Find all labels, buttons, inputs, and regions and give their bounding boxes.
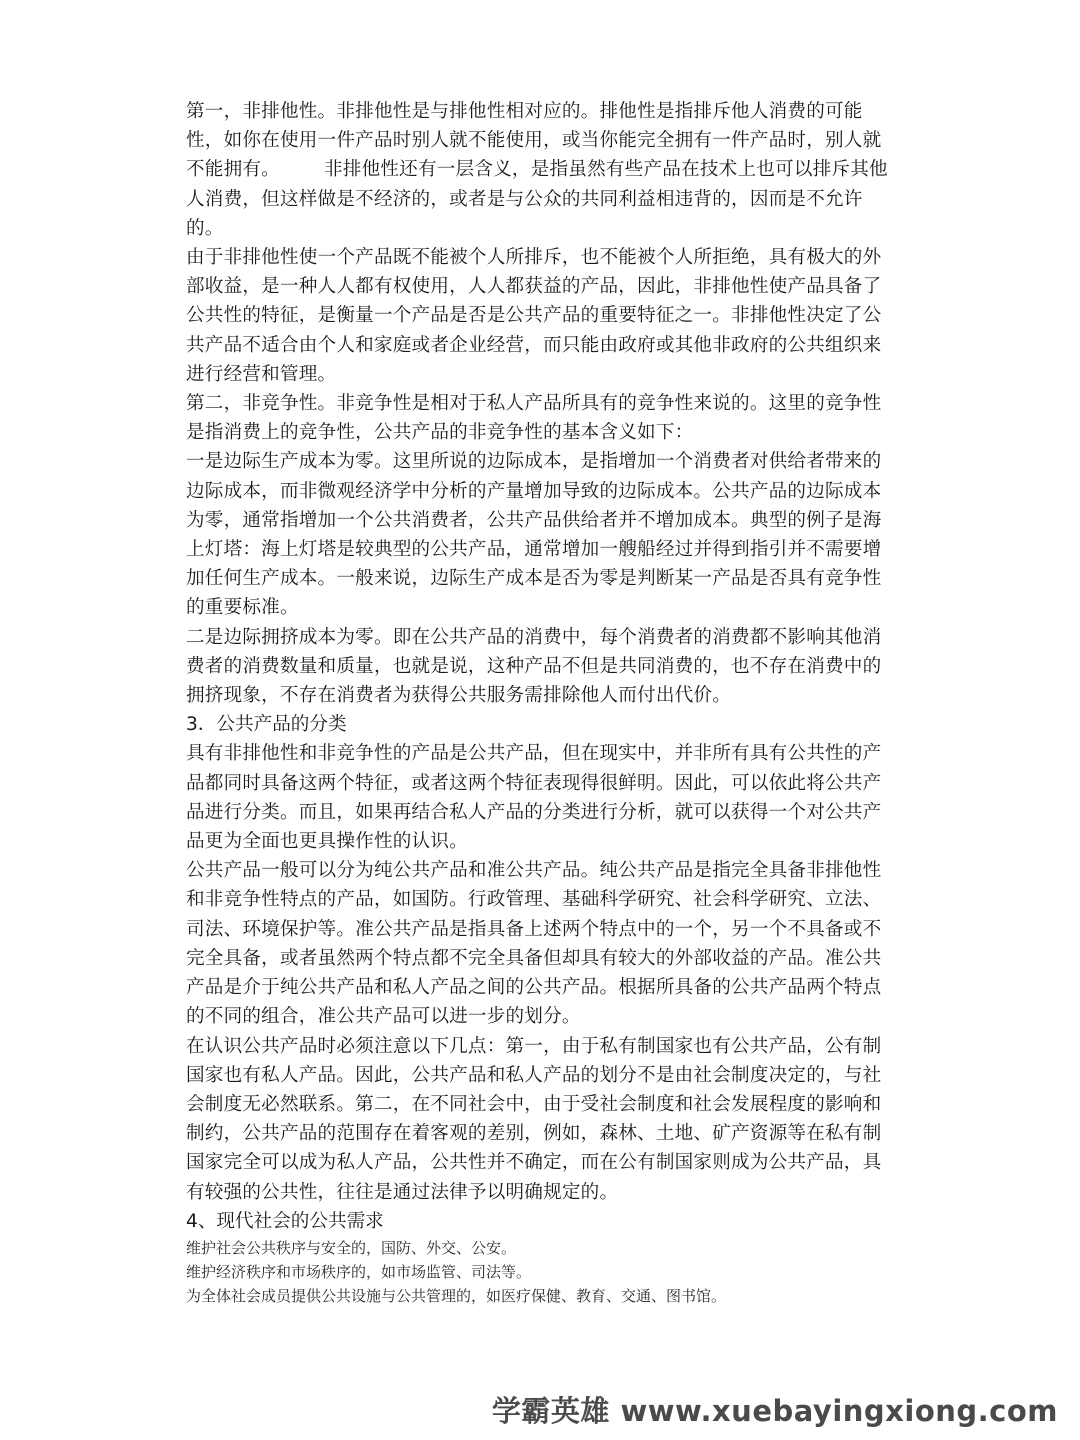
paragraph-notes: 在认识公共产品时必须注意以下几点：第一，由于私有制国家也有公共产品，公有制国家也有私人产品。因此，公共产品和私人产品的划分不是由社会制度决定的，与社会制度无必然联系。第二，在不同社会中，由于受社会制度和社会发展程度的影响和制约，公共产品的范围存在着客观的差别，例如，森林、土地、矿产资源等在私有制国家完全可以成为私人产品，公共性并不确定，而在公有制国家则成为公共产品，具有较强的公共性，往往是通过法律予以明确规定的。 bbox=[186, 1035, 882, 1203]
watermark bbox=[492, 1393, 1058, 1429]
paragraph-public-character: 由于非排他性使一个产品既不能被个人所排斥，也不能被个人所拒绝，具有极大的外部收益，是一种人人都有权使用，人人都获益的产品，因此，非排他性使产品具备了公共性的特征，是衡量一个产品是否是公共产品的重要特征之一。非排他性决定了公共产品不适合由个人和家庭或者企业经营，而只能由政府或其他非政府的公共组织来进行经营和管理。 bbox=[186, 247, 882, 385]
paragraph-non-excludability bbox=[186, 97, 896, 243]
paragraph-part: 第一，非排他性。非排他性是与排他性相对应的。排他性是指排斥他人消费的可能性，如你在使用一件产品时别人就不能使用，或当你能完全拥有一件产品时，别人就不能拥有。 bbox=[186, 101, 882, 181]
watermark-brand: 学霸英雄 bbox=[491, 1394, 610, 1428]
paragraph-pure-quasi-public: 公共产品一般可以分为纯公共产品和准公共产品。纯公共产品是指完全具备非排他性和非竞争性特点的产品，如国防。行政管理、基础科学研究、社会科学研究、立法、司法、环境保护等。准公共产品是指具备上述两个特点中的一个，另一个不具备或不完全具备，或者虽然两个特点都不完全具备但却具有较大的外部收益的产品。准公共产品是介于纯公共产品和私人产品之间的公共产品。根据所具备的公共产品两个特点的不同的组合，准公共产品可以进一步的划分。 bbox=[186, 860, 882, 1028]
paragraph-classification-intro: 具有非排他性和非竞争性的产品是公共产品，但在现实中，并非所有具有公共性的产品都同时具备这两个特征，或者这两个特征表现得很鲜明。因此，可以依此将公共产品进行分类。而且，如果再结合私人产品的分类进行分析，就可以获得一个对公共产品更为全面也更具操作性的认识。 bbox=[186, 743, 882, 853]
list-item: 维护经济秩序和市场秩序的，如市场监管、司法等。 bbox=[186, 1262, 532, 1281]
watermark-url: www.xuebayingxiong.com bbox=[620, 1394, 1058, 1428]
list-item: 维护社会公共秩序与安全的，国防、外交、公安。 bbox=[186, 1238, 517, 1257]
section-heading-public-demand: 4、现代社会的公共需求 bbox=[186, 1210, 384, 1232]
list-item: 为全体社会成员提供公共设施与公共管理的，如医疗保健、教育、交通、图书馆。 bbox=[186, 1286, 727, 1305]
paragraph-marginal-congestion-cost: 二是边际拥挤成本为零。即在公共产品的消费中，每个消费者的消费都不影响其他消费者的消费数量和质量，也就是说，这种产品不但是共同消费的，也不存在消费中的拥挤现象，不存在消费者为获得公共服务需排除他人而付出代价。 bbox=[186, 626, 882, 707]
paragraph-marginal-production-cost: 一是边际生产成本为零。这里所说的边际成本，是指增加一个消费者对供给者带来的边际成本，而非微观经济学中分析的产量增加导致的边际成本。公共产品的边际成本为零，通常指增加一个公共消费者，公共产品供给者并不增加成本。典型的例子是海上灯塔：海上灯塔是较典型的公共产品，通常增加一艘船经过并得到指引并不需要增加任何生产成本。一般来说，边际生产成本是否为零是判断某一产品是否具有竞争性的重要标准。 bbox=[186, 451, 882, 619]
paragraph-non-rivalry: 第二，非竞争性。非竞争性是相对于私人产品所具有的竞争性来说的。这里的竞争性是指消费上的竞争性，公共产品的非竞争性的基本含义如下： bbox=[186, 393, 882, 444]
section-heading-classification: 3．公共产品的分类 bbox=[186, 714, 347, 736]
document-body bbox=[186, 97, 896, 1308]
paragraph-part: 非排他性还有一层含义，是指虽然有些产品在技术上也可以排斥其他人消费，但这样做是不经济的，或者是与公众的共同利益相违背的，因而是不允许的。 bbox=[186, 159, 888, 239]
